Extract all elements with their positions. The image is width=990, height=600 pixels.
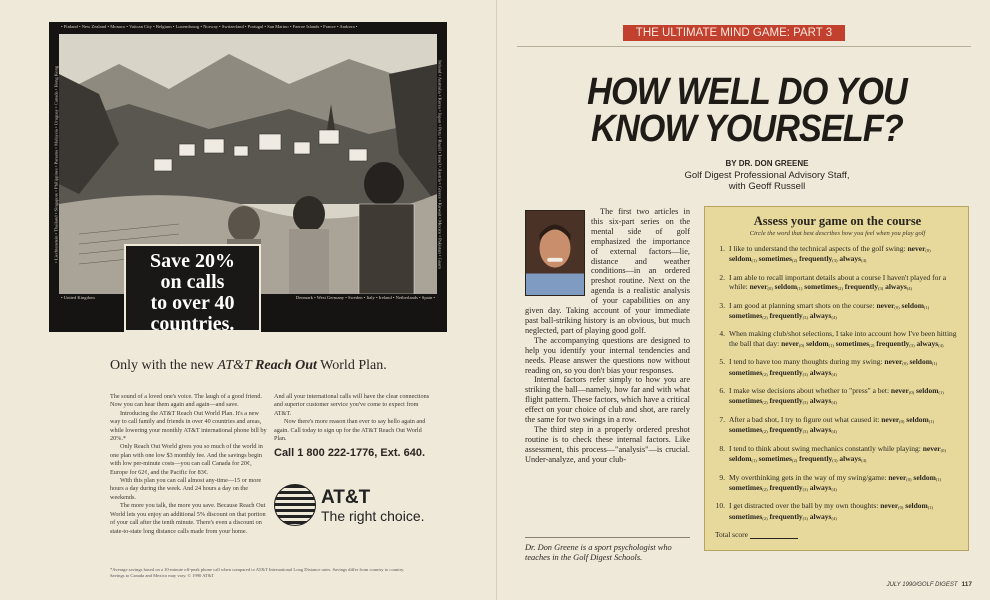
quiz-question xyxy=(715,244,960,265)
att-logo xyxy=(274,484,444,530)
quiz-option-score: (4) xyxy=(831,429,837,435)
series-banner: THE ULTIMATE MIND GAME: PART 3 xyxy=(623,25,845,41)
quiz-question-number: 7. xyxy=(719,414,725,424)
quiz-option-frequently[interactable]: frequently xyxy=(769,511,803,521)
quiz-question xyxy=(715,329,960,349)
quiz-option-sometimes[interactable]: sometimes xyxy=(758,254,792,264)
att-globe-icon xyxy=(274,484,316,526)
quiz-question-number: 5. xyxy=(719,357,725,367)
quiz-option-seldom[interactable]: seldom xyxy=(906,414,929,424)
quiz-option-score: (1) xyxy=(924,304,930,310)
quiz-question-text: My overthinking gets in the way of my swing/game: xyxy=(729,472,889,482)
article-byline: BY DR. DON GREENE xyxy=(725,159,809,168)
quiz-question-text: I am good at planning smart shots on the course: xyxy=(729,300,877,310)
quiz-question-number: 1. xyxy=(719,244,725,253)
quiz-option-frequently[interactable]: frequently xyxy=(799,454,833,464)
quiz-option-score: (1) xyxy=(797,286,803,292)
ad-paragraph: The sound of a loved one's voice. The laugh of a good friend. Now you can hear them again and again—and save. xyxy=(110,393,262,409)
article-paragraph: The first two articles in this six-part series on the mental side of golf emphasized the importance of external factors—lie, distance and weather conditions—in an ordered preshot routine. Next on the agenda is a realistic analysis of your capabilities on any given day. Taking account of your immediate past ball-striking history is an obvious, but much neglected, part of playing good golf. xyxy=(525,207,690,335)
quiz-option-sometimes[interactable]: sometimes xyxy=(729,367,763,377)
ad-tagline: Only with the new AT&T Reach Out World Plan. xyxy=(110,358,387,373)
header-rule xyxy=(517,46,971,47)
quiz-option-score: (2) xyxy=(869,342,875,348)
quiz-option-always[interactable]: always xyxy=(809,425,832,435)
self-assessment-quiz xyxy=(704,206,969,551)
quiz-option-score: (4) xyxy=(861,458,867,464)
quiz-option-always[interactable]: always xyxy=(916,338,939,348)
quiz-option-seldom[interactable]: seldom xyxy=(774,282,798,292)
quiz-option-sometimes[interactable]: sometimes xyxy=(729,396,763,406)
quiz-option-score: (0) xyxy=(899,418,905,424)
quiz-option-score: (1) xyxy=(751,258,757,264)
quiz-option-always[interactable]: always xyxy=(809,482,832,492)
quiz-question-text: I make wise decisions about whether to "press" a bet: xyxy=(729,386,891,396)
att-logo-name: AT&T xyxy=(321,487,371,508)
quiz-option-score: (4) xyxy=(831,515,837,521)
quiz-question-text: I tend to think about swing mechanics constantly while playing: xyxy=(729,443,923,453)
att-logo-tagline: The right choice. xyxy=(321,508,425,524)
quiz-option-score: (2) xyxy=(762,429,768,435)
quiz-option-sometimes[interactable]: sometimes xyxy=(804,282,838,292)
quiz-option-never[interactable]: never xyxy=(884,357,903,367)
quiz-option-frequently[interactable]: frequently xyxy=(769,367,803,377)
quiz-option-sometimes[interactable]: sometimes xyxy=(729,425,763,435)
quiz-option-frequently[interactable]: frequently xyxy=(844,282,878,292)
quiz-option-score: (0) xyxy=(908,390,915,396)
quiz-question-text: I get distracted over the ball by my own thoughts: xyxy=(729,501,881,511)
quiz-option-always[interactable]: always xyxy=(809,396,832,406)
quiz-option-never[interactable]: never xyxy=(890,386,909,396)
quiz-question-text: I tend to have too many thoughts during my swing: xyxy=(729,357,885,367)
quiz-option-never[interactable]: never xyxy=(749,282,768,292)
quiz-option-score: (2) xyxy=(791,458,798,464)
ad-paragraph: Now there's more reason than ever to say hello again and again. Call today to sign up for the AT&T Reach Out World Plan. xyxy=(274,418,426,443)
article-headline: HOW WELL DO YOU KNOW YOURSELF? xyxy=(587,71,907,150)
save-20-percent-box xyxy=(124,244,261,335)
quiz-option-score: (3) xyxy=(832,458,838,464)
quiz-option-always[interactable]: always xyxy=(809,511,832,521)
quiz-option-score: (4) xyxy=(831,315,837,321)
quiz-option-score: (2) xyxy=(762,486,768,492)
quiz-option-never[interactable]: never xyxy=(881,414,900,424)
quiz-option-frequently[interactable]: frequently xyxy=(769,311,803,321)
quiz-option-never[interactable]: never xyxy=(880,501,899,511)
quiz-option-sometimes[interactable]: sometimes xyxy=(729,311,763,321)
quiz-option-seldom[interactable]: seldom xyxy=(905,501,928,511)
quiz-option-score: (1) xyxy=(931,361,938,367)
quiz-option-score: (1) xyxy=(938,390,944,396)
ad-paragraph: Only Reach Out World gives you so much of the world in one plan with one low $3 monthly fee. And the savings begin with low per-minute costs—you can call Canada for 20¢, Europe for 62¢, and the Pacific for 83¢. xyxy=(110,443,263,476)
quiz-option-sometimes[interactable]: sometimes xyxy=(729,511,763,521)
quiz-question-number: 3. xyxy=(719,300,725,310)
countries-bottom-left-border: • United Kingdom xyxy=(61,295,95,300)
quiz-option-seldom[interactable]: seldom xyxy=(729,454,752,464)
quiz-option-frequently[interactable]: frequently xyxy=(769,396,803,406)
quiz-option-score: (4) xyxy=(906,286,912,292)
article-paragraph: The third step in a properly ordered preshot routine is to check these internal factors. Like assessment, this process—"analysis"—is crucial. Under-analyze, and your club- xyxy=(525,424,690,464)
quiz-option-never[interactable]: never xyxy=(922,443,941,453)
quiz-subtitle: Circle the word that best describes how you feel when you play golf xyxy=(749,230,926,237)
ad-paragraph: Introducing the AT&T Reach Out World Plan. It's a new way to call family and friends in over 40 countries and areas, while lowering your monthly AT&T international phone bill by 20%.* xyxy=(110,409,267,443)
article-paragraph: The accompanying questions are designed to help you identify your internal tendencies and needs. Please answer the questions now without reading on, so you don't bias your responses. xyxy=(525,335,690,375)
ad-copy-column-2 xyxy=(274,393,432,443)
quiz-option-score: (0) xyxy=(799,342,805,348)
quiz-option-score: (4) xyxy=(861,258,867,264)
quiz-option-score: (3) xyxy=(909,342,915,348)
quiz-question-text: I am able to recall important details about a course I haven't played for a while: xyxy=(729,272,947,292)
save-line: countries. xyxy=(150,313,235,335)
ad-paragraph: And all your international calls will have the clear connections and superior customer service you've come to expect from AT&T. xyxy=(274,393,430,417)
quiz-option-frequently[interactable]: frequently xyxy=(799,254,833,264)
quiz-question xyxy=(715,415,960,436)
quiz-option-always[interactable]: always xyxy=(839,454,862,464)
quiz-question-list xyxy=(715,244,960,522)
quiz-option-score: (3) xyxy=(802,429,808,435)
quiz-option-sometimes[interactable]: sometimes xyxy=(758,454,792,464)
quiz-option-score: (0) xyxy=(902,361,908,367)
quiz-option-sometimes[interactable]: sometimes xyxy=(729,482,763,492)
bio-divider xyxy=(525,537,690,538)
save-line: on calls xyxy=(160,271,225,293)
quiz-question xyxy=(715,386,960,407)
quiz-option-always[interactable]: always xyxy=(885,282,907,292)
quiz-question-number: 8. xyxy=(719,443,725,453)
ad-paragraph: With this plan you can call almost any-time—15 or more hours a day during the week. And 24 hours a day on the weekends. xyxy=(110,477,262,501)
quiz-option-score: (3) xyxy=(802,486,808,492)
quiz-option-score: (3) xyxy=(802,371,808,377)
quiz-option-always[interactable]: always xyxy=(839,254,862,264)
ad-footnote: *Average savings based on a 10-minute off-peak phone call when compared to AT&T International Long Distance rates. Savings differ from country to country. Savings to Canada and Mexico may vary. © 1990 AT&T xyxy=(110,567,405,578)
quiz-option-seldom[interactable]: seldom xyxy=(901,300,925,310)
quiz-option-never[interactable]: never xyxy=(907,244,926,253)
quiz-option-score: (4) xyxy=(831,486,837,492)
quiz-option-score: (1) xyxy=(828,342,834,348)
quiz-question-number: 4. xyxy=(719,329,725,339)
quiz-option-score: (2) xyxy=(762,515,768,521)
quiz-question-number: 6. xyxy=(719,386,725,396)
quiz-option-score: (0) xyxy=(767,286,773,292)
quiz-question xyxy=(715,501,960,522)
quiz-option-score: (3) xyxy=(877,286,884,292)
quiz-option-score: (1) xyxy=(928,418,935,424)
quiz-question-number: 9. xyxy=(719,472,725,482)
quiz-question xyxy=(715,473,960,494)
quiz-option-score: (0) xyxy=(925,248,931,253)
quiz-option-frequently[interactable]: frequently xyxy=(769,425,803,435)
countries-left-border: • Liechtenstein • Thailand • Singapore • Philippines • Panama • Malaysia • Uruguay • Canada • Hong Kong xyxy=(53,65,59,264)
quiz-option-score: (1) xyxy=(935,476,942,482)
quiz-question-text: After a bad shot, I try to figure out what caused it: xyxy=(729,414,882,424)
quiz-option-score: (0) xyxy=(940,447,946,453)
quiz-option-never[interactable]: never xyxy=(876,300,895,310)
quiz-option-score: (3) xyxy=(802,315,808,321)
quiz-option-score: (2) xyxy=(837,286,843,292)
quiz-question-text: I like to understand the technical aspects of the golf swing: xyxy=(729,244,908,253)
quiz-option-never[interactable]: never xyxy=(781,338,799,348)
article-page xyxy=(496,0,990,600)
countries-right-border: Ireland • Australia • Korea • Japan • Peru • Brazil • Israel • Austria • Greece • Kuwait • Mexico • Pakistan • Guam xyxy=(437,60,443,269)
quiz-option-score: (1) xyxy=(927,505,934,511)
quiz-title: Assess your game on the course xyxy=(753,214,922,228)
quiz-option-score: (0) xyxy=(894,304,900,310)
quiz-question xyxy=(715,301,960,322)
author-portrait xyxy=(525,210,585,296)
quiz-question-number: 10. xyxy=(715,501,725,511)
ad-paragraph: The more you talk, the more you save. Because Reach Out World lets you enjoy an additional 5% discount on that portion of your call after the tenth minute. There's even a discount on state-to-state long distance calls made from your home. xyxy=(110,502,266,535)
quiz-option-score: (1) xyxy=(751,458,757,464)
quiz-option-score: (2) xyxy=(762,315,768,321)
quiz-option-seldom[interactable]: seldom xyxy=(806,338,829,348)
author-affiliation: Golf Digest Professional Advisory Staff, with Geoff Russell xyxy=(684,170,850,192)
quiz-question xyxy=(715,444,960,465)
quiz-option-score: (3) xyxy=(802,400,808,406)
quiz-option-never[interactable]: never xyxy=(888,472,907,482)
quiz-option-score: (2) xyxy=(791,258,798,264)
quiz-option-seldom[interactable]: seldom xyxy=(915,386,939,396)
quiz-option-frequently[interactable]: frequently xyxy=(769,482,803,492)
total-score: Total score xyxy=(715,530,960,539)
countries-bottom-right-border: Denmark • West Germany • Sweden • Italy • Ireland • Netherlands • Spain • xyxy=(295,295,435,300)
quiz-option-frequently[interactable]: frequently xyxy=(876,338,910,348)
quiz-option-score: (2) xyxy=(762,371,768,377)
countries-top-border: • Finland • New Zealand • Monaco • Vatican City • Belgium • Luxembourg • Norway • Switzerland • Portugal • San Marino • Faeroe Islands • France • Andorra • xyxy=(61,24,358,29)
quiz-option-seldom[interactable]: seldom xyxy=(909,357,932,367)
quiz-option-score: (0) xyxy=(906,476,912,482)
quiz-option-score: (4) xyxy=(831,400,837,406)
author-bio: Dr. Don Greene is a sport psychologist who teaches in the Golf Digest Schools. xyxy=(525,543,672,562)
save-line: Save 20% xyxy=(150,250,235,272)
total-score-blank[interactable] xyxy=(750,538,798,539)
ad-copy-column-1 xyxy=(110,393,268,536)
quiz-question xyxy=(715,273,960,293)
quiz-option-score: (3) xyxy=(832,258,838,264)
quiz-question-text: When making club/shot selections, I take into account how I've been hitting the ball that day: xyxy=(729,329,957,348)
page-folio: JULY 1990/GOLF DIGEST 117 xyxy=(886,581,972,588)
quiz-option-score: (2) xyxy=(762,400,768,406)
article-paragraph: Internal factors refer simply to how you are striking the ball—namely, how far and with what flight pattern. These factors, which have a critical effect on your choice of club and shot, are rarely the same for two swings in a row. xyxy=(525,375,690,425)
quiz-option-score: (4) xyxy=(938,342,944,348)
quiz-question-number: 2. xyxy=(719,272,725,282)
quiz-option-score: (4) xyxy=(831,371,837,377)
quiz-option-seldom[interactable]: seldom xyxy=(729,254,752,264)
call-to-action-phone: Call 1 800 222-1776, Ext. 640. xyxy=(274,447,426,459)
quiz-question xyxy=(715,357,960,378)
quiz-option-always[interactable]: always xyxy=(809,367,832,377)
quiz-option-score: (3) xyxy=(802,515,808,521)
quiz-option-score: (0) xyxy=(898,505,904,511)
save-line: to over 40 xyxy=(150,292,235,314)
quiz-option-seldom[interactable]: seldom xyxy=(913,472,936,482)
quiz-option-always[interactable]: always xyxy=(809,311,832,321)
quiz-option-sometimes[interactable]: sometimes xyxy=(835,338,870,348)
